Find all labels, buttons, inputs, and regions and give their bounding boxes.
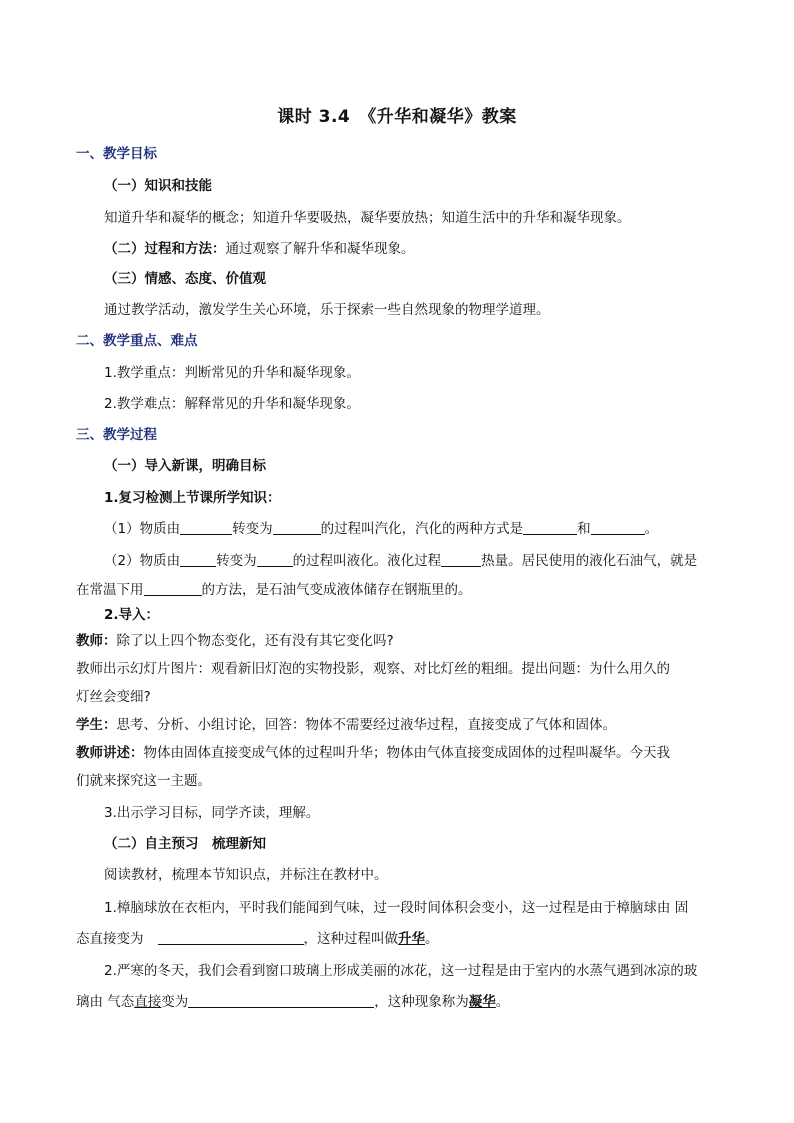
paragraph: 3.出示学习目标，同学齐读，理解。 — [104, 805, 320, 821]
fill-blank[interactable] — [523, 520, 577, 535]
question-2-cont: 在常温下用 的方法，是石油气变成液体储存在钢瓶里的。 — [76, 582, 472, 598]
fill-blank[interactable] — [180, 552, 216, 567]
fill-blank[interactable] — [144, 581, 202, 596]
exercise-1: 1.樟脑球放在衣柜内，平时我们能闻到气味，过一段时间体积会变小，这一过程是由于樟脑球由 固 — [104, 900, 689, 916]
exercise-2: 2.严寒的冬天，我们会看到窗口玻璃上形成美丽的冰花，这一过程是由于室内的水蒸气遇到冰凉的玻 — [104, 963, 698, 979]
exercise-1-cont: 态直接变为 ，这种过程叫做升华。 — [76, 931, 439, 947]
section-heading-key-points: 二、教学重点、难点 — [76, 333, 198, 349]
question-2: （2）物质由 转变为 的过程叫液化。液化过程 热量。居民使用的液化石油气，就是 — [104, 553, 698, 569]
section-heading-objectives: 一、教学目标 — [76, 146, 157, 162]
paragraph: 通过教学活动，激发学生关心环境，乐于探索一些自然现象的物理学道理。 — [104, 302, 550, 318]
explain-line: 教师讲述：物体由固体直接变成气体的过程叫升华；物体由气体直接变成固体的过程叫凝华。今天我 — [76, 745, 670, 761]
question-1: （1）物质由 转变为 的过程叫汽化，汽化的两种方式是 和 。 — [104, 521, 659, 537]
subheading-attitude: （三）情感、态度、价值观 — [104, 271, 266, 287]
fill-blank[interactable] — [257, 552, 293, 567]
paragraph: 们就来探究这一主题。 — [76, 773, 211, 789]
fill-blank[interactable] — [441, 552, 481, 567]
teacher-line: 教师：除了以上四个物态变化，还有没有其它变化吗? — [76, 633, 394, 649]
subheading-preview: （二）自主预习 梳理新知 — [104, 836, 266, 852]
fill-blank[interactable] — [591, 520, 645, 535]
subheading-intro: （一）导入新课，明确目标 — [104, 458, 266, 474]
subheading-process: （二）过程和方法： — [104, 241, 226, 257]
student-line: 学生：思考、分析、小组讨论，回答：物体不需要经过液华过程，直接变成了气体和固体。 — [76, 717, 616, 733]
paragraph-text: 通过观察了解升华和凝华现象。 — [225, 241, 415, 257]
paragraph: 2.教学难点：解释常见的升华和凝华现象。 — [104, 396, 360, 412]
fill-blank[interactable] — [180, 520, 232, 535]
fill-blank[interactable] — [158, 930, 304, 945]
paragraph — [104, 239, 415, 259]
section-heading-process: 三、教学过程 — [76, 427, 157, 443]
paragraph: 灯丝会变细? — [76, 689, 151, 705]
intro-heading: 2.导入： — [104, 607, 160, 623]
page-title: 课时 3.4 《升华和凝华》教案 — [277, 107, 517, 127]
fill-blank[interactable] — [273, 520, 321, 535]
review-heading: 1.复习检测上节课所学知识： — [104, 490, 281, 506]
fill-blank[interactable] — [188, 993, 374, 1008]
paragraph: 阅读教材，梳理本节知识点，并标注在教材中。 — [104, 867, 388, 883]
paragraph: 教师出示幻灯片图片：观看新旧灯泡的实物投影，观察、对比灯丝的粗细。提出问题：为什么用久的 — [76, 661, 670, 677]
paragraph: 知道升华和凝华的概念；知道升华要吸热，凝华要放热；知道生活中的升华和凝华现象。 — [104, 210, 631, 226]
subheading-knowledge: （一）知识和技能 — [104, 178, 212, 194]
paragraph: 1.教学重点：判断常见的升华和凝华现象。 — [104, 365, 360, 381]
exercise-2-cont: 璃由 气态直接变为 ，这种现象称为凝华。 — [76, 994, 510, 1010]
